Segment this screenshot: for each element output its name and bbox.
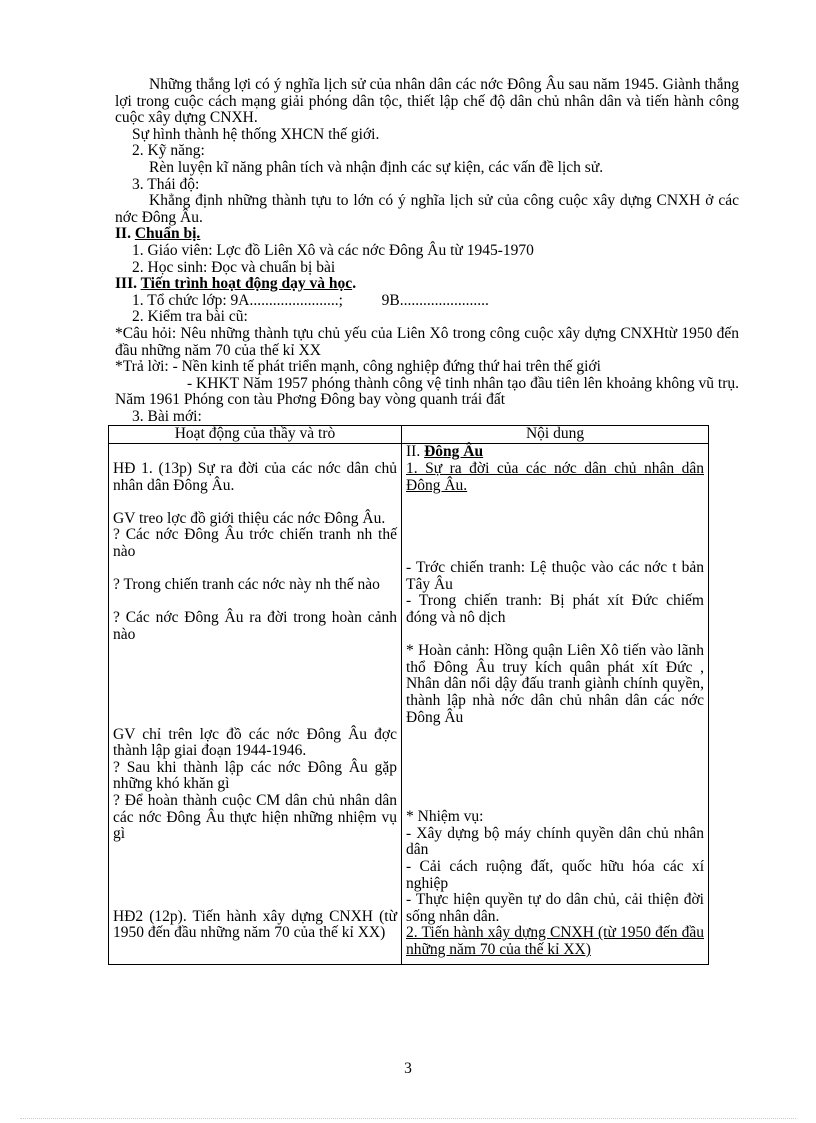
class-organization: 1. Tổ chức lớp: 9A.......................; 9B.......................: [132, 291, 489, 309]
prep-student: 2. Học sinh: Đọc và chuẩn bị bài: [132, 258, 336, 276]
answer-before-war: - Trớc chiến tranh: Lệ thuộc vào các nớc t bản Tây Âu: [406, 559, 704, 593]
table-header-row: [109, 426, 709, 444]
process-heading: [115, 276, 739, 293]
check-old-lesson: 2. Kiểm tra bài cũ:: [132, 308, 248, 326]
answer-line-1: *Trả lời: - Nền kinh tế phát triển mạnh, công nghiệp đứng thứ hai trên thế giới: [115, 358, 601, 376]
section-number: II.: [406, 443, 425, 461]
attitude-text: Khẳng định những thành tựu to lớn có ý nghĩa lịch sử của công cuộc xây dựng CNXH ở các nớc Đông Âu.: [115, 192, 739, 226]
intro-paragraph-2: Sự hình thành hệ thống XHCN thế giới.: [132, 125, 380, 143]
column-header-activities: Hoạt động của thầy và trò: [109, 426, 402, 444]
question-3: ? Các nớc Đông Âu ra đời trong hoàn cảnh nào: [113, 609, 397, 643]
task-1: - Xây dựng bộ máy chính quyền dân chủ nhân dân: [406, 824, 704, 859]
lesson-table: [108, 425, 709, 964]
tasks-heading: * Nhiệm vụ:: [406, 808, 484, 826]
prep-teacher: 1. Giáo viên: Lợc đồ Liên Xô và các nớc Đông Âu từ 1945-1970: [132, 241, 534, 259]
section-heading: [406, 444, 704, 461]
subsection-1: 1. Sự ra đời của các nớc dân chủ nhân dân Đông Âu.: [406, 460, 704, 494]
question-2: ? Trong chiến tranh các nớc này nh thế nào: [113, 576, 380, 594]
activity-gv2: GV chỉ trên lợc đồ các nớc Đông Âu đợc thành lập giai đoạn 1944-1946.: [113, 725, 397, 760]
column-header-content: Nội dung: [402, 426, 709, 444]
prep-heading: [115, 226, 739, 243]
content-cell: [402, 444, 709, 964]
page-number: 3: [404, 1060, 412, 1077]
question-1: ? Các nớc Đông Âu trớc chiến tranh nh thế nào: [113, 526, 397, 561]
activity-hd2: HĐ2 (12p). Tiến hành xây dựng CNXH (từ 1950 đến đầu những năm 70 của thế kỉ XX): [113, 907, 397, 942]
process-heading-number: III.: [115, 275, 141, 293]
skills-text: Rèn luyện kĩ năng phân tích và nhận định các sự kiện, các vấn đề lịch sử.: [149, 158, 604, 176]
intro-paragraph: Những thắng lợi có ý nghĩa lịch sử của nhân dân các nớc Đông Âu sau năm 1945. Giành thắng lợi trong cuộc cách mạng giải phóng dân tộc, thiết lập chế độ dân chủ nhân dân và tiến hành công cuộc xây dựng CNXH.: [115, 76, 739, 127]
activity-hd1: HĐ 1. (13p) Sự ra đời của các nớc dân chủ nhân dân Đông Âu.: [113, 460, 397, 494]
question-4: ? Sau khi thành lập các nớc Đông Âu gặp những khó khăn gì: [113, 758, 397, 793]
activities-cell: [109, 444, 402, 964]
task-2: - Cải cách ruộng đất, quốc hữu hóa các xí nghiệp: [406, 857, 704, 892]
document-body: [115, 77, 739, 965]
attitude-heading: 3. Thái độ:: [132, 175, 200, 193]
new-lesson-heading: 3. Bài mới:: [132, 407, 202, 425]
section-title: Đông Âu: [424, 443, 484, 461]
table-row: [109, 444, 709, 964]
question-5: ? Để hoàn thành cuộc CM dân chủ nhân dân các nớc Đông Âu thực hiện những nhiệm vụ gì: [113, 791, 397, 843]
prep-heading-number: II.: [115, 225, 135, 243]
process-heading-end: .: [352, 275, 357, 293]
prep-heading-title: Chuẩn bị.: [134, 225, 201, 243]
answer-circumstances: * Hoàn cảnh: Hồng quận Liên Xô tiến vào lãnh thổ Đông Âu truy kích quân phát xít Đức , Nhân dân nổi dậy đấu tranh giành chính quyền, thành lập nhà nớc dân chủ nhân dân các nớc Đông Âu: [406, 642, 704, 726]
subsection-2: 2. Tiến hành xây dựng CNXH (từ 1950 đến đầu những năm 70 của thế kỉ XX): [406, 924, 704, 958]
task-3: - Thực hiện quyền tự do dân chủ, cải thiện đời sống nhân dân.: [406, 891, 704, 925]
process-heading-title: Tiến trình hoạt động dạy và học: [140, 275, 353, 293]
activity-gv1: GV treo lợc đồ giới thiệu các nớc Đông Âu.: [113, 509, 386, 527]
question-text: *Câu hỏi: Nêu những thành tựu chủ yếu của Liên Xô trong công cuộc xây dựng CNXHtừ 1950 đến đầu những năm 70 của thế kỉ XX: [115, 324, 739, 359]
answer-during-war: - Trong chiến tranh: Bị phát xít Đức chiếm đóng và nô dịch: [406, 592, 704, 627]
answer-line-2: - KHKT Năm 1957 phóng thành công vệ tinh nhân tạo đầu tiên lên khoảng không vũ trụ. Năm 1961 Phóng con tàu Phơng Đông bay vòng quanh trái đất: [115, 374, 739, 409]
page-footer-divider: [20, 1118, 796, 1119]
skills-heading: 2. Kỹ năng:: [132, 142, 205, 160]
